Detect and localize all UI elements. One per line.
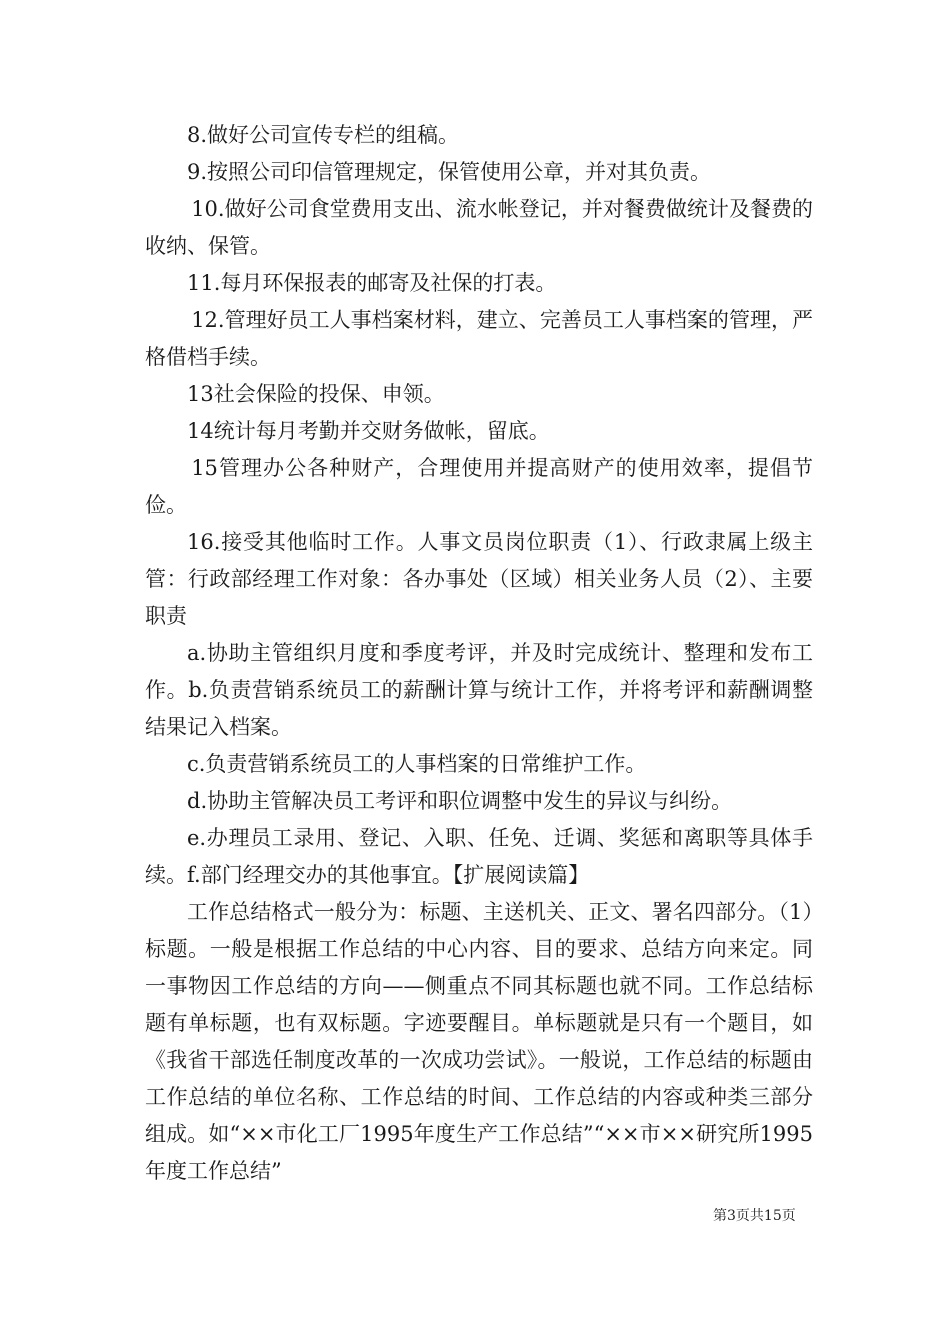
paragraph-item-8: 8.做好公司宣传专栏的组稿。 [187, 123, 460, 147]
document-body [145, 117, 813, 1190]
paragraph-duty-e-f: e.办理员工录用、登记、入职、任免、迁调、奖惩和离职等具体手续。f.部门经理交办的其他事宜。【扩展阅读篇】 [145, 826, 813, 887]
paragraph-duty-d: d.协助主管解决员工考评和职位调整中发生的异议与纠纷。 [187, 789, 733, 813]
paragraph-item-12: 12.管理好员工人事档案材料，建立、完善员工人事档案的管理，严格借档手续。 [145, 308, 813, 369]
paragraph-summary-format: 工作总结格式一般分为：标题、主送机关、正文、署名四部分。（1）标题。一般是根据工作总结的中心内容、目的要求、总结方向来定。同一事物因工作总结的方向——侧重点不同其标题也就不同。工作总结标题有单标题，也有双标题。字迹要醒目。单标题就是只有一个题目，如《我省干部选任制度改革的一次成功尝试》。一般说，工作总结的标题由工作总结的单位名称、工作总结的时间、工作总结的内容或种类三部分组成。如“××市化工厂1995年度生产工作总结”“××市××研究所1995年度工作总结” [145, 900, 813, 1183]
paragraph-item-9: 9.按照公司印信管理规定，保管使用公章，并对其负责。 [187, 160, 712, 184]
paragraph-item-13: 13社会保险的投保、申领。 [187, 382, 445, 406]
paragraph-item-16: 16.接受其他临时工作。人事文员岗位职责（1）、行政隶属上级主管：行政部经理工作对象：各办事处（区域）相关业务人员（2）、主要职责 [145, 530, 813, 628]
paragraph-item-10: 10.做好公司食堂费用支出、流水帐登记，并对餐费做统计及餐费的收纳、保管。 [145, 197, 813, 258]
paragraph-duty-a-b: a.协助主管组织月度和季度考评，并及时完成统计、整理和发布工作。b.负责营销系统员工的薪酬计算与统计工作，并将考评和薪酬调整结果记入档案。 [145, 641, 813, 739]
paragraph-item-15: 15管理办公各种财产，合理使用并提高财产的使用效率，提倡节俭。 [145, 456, 813, 517]
paragraph-duty-c: c.负责营销系统员工的人事档案的日常维护工作。 [187, 752, 647, 776]
paragraph-item-14: 14统计每月考勤并交财务做帐，留底。 [187, 419, 550, 443]
page-footer: 第3页共15页 [713, 1208, 796, 1224]
paragraph-item-11: 11.每月环保报表的邮寄及社保的打表。 [187, 271, 557, 295]
